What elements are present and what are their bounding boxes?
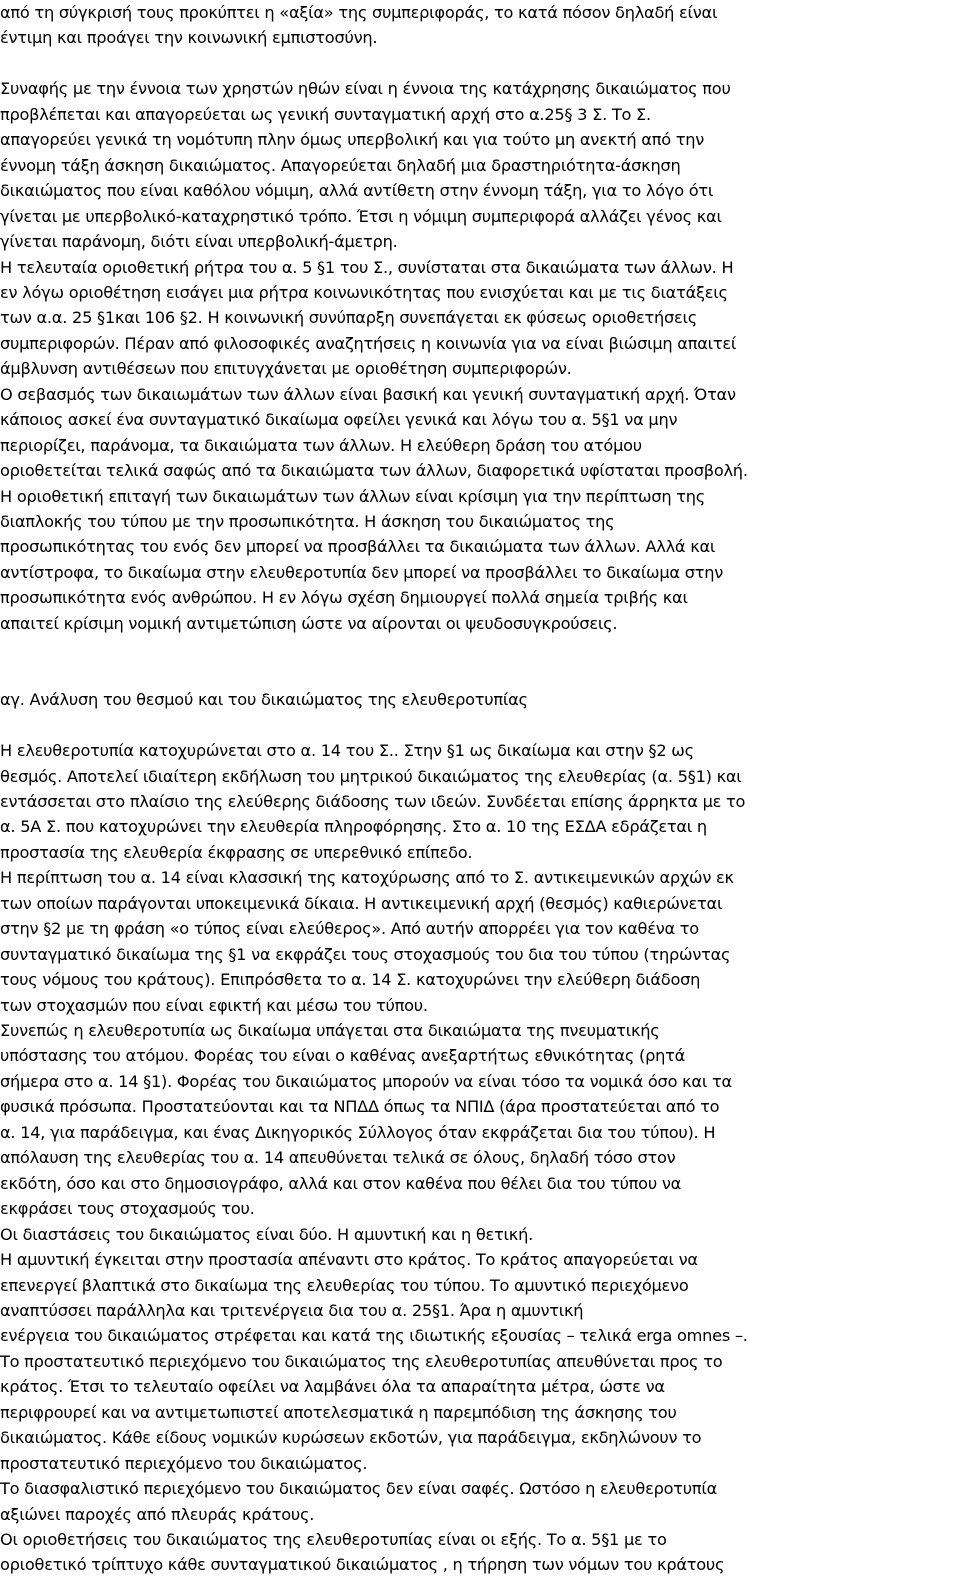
section-heading: αγ. Ανάλυση του θεσμού και του δικαιώματος της ελευθεροτυπίας: [0, 690, 528, 710]
text-line: κάποιος ασκεί ένα συνταγματικό δικαίωμα οφείλει γενικά και λόγω του α. 5§1 να μην: [0, 410, 678, 430]
text-line: των α.α. 25 §1και 106 §2. Η κοινωνική συνύπαρξη συνεπάγεται εκ φύσεως οριοθετήσεις: [0, 308, 698, 328]
text-line: διαπλοκής του τύπου με την προσωπικότητα. Η άσκηση του δικαιώματος της: [0, 512, 615, 531]
text-line: γίνεται παράνομη, διότι είναι υπερβολική-άμετρη.: [0, 232, 398, 252]
text-line: απαγορεύει γενικά τη νομότυπη πλην όμως υπερβολική και για τούτο μη ανεκτή από την: [0, 130, 705, 150]
text-line: απόλαυση της ελευθερίας του α. 14 απευθύνεται τελικά σε όλους, δηλαδή τόσο στον: [0, 1148, 676, 1168]
text-line: αξιώνει παροχές από πλευράς κράτους.: [0, 1504, 315, 1524]
text-line: των οποίων παράγονται υποκειμενικά δίκαια. Η αντικειμενική αρχή (θεσμός) καθιερώνεται: [0, 893, 723, 913]
text-line: σήμερα στο α. 14 §1). Φορέας του δικαιώματος μπορούν να είναι τόσο τα νομικά όσο και τα: [0, 1071, 732, 1091]
text-line: περιορίζει, παράνομα, τα δικαιώματα των άλλων. Η ελεύθερη δράση του ατόμου: [0, 435, 642, 455]
text-line: στην §2 με τη φράση «ο τύπος είναι ελεύθερος». Από αυτήν απορρέει για τον καθένα το: [0, 919, 699, 939]
text-line: προσωπικότητα ενός ανθρώπου. Η εν λόγω σχέση δημιουργεί πολλά σημεία τριβής και: [0, 588, 688, 608]
text-line: Το διασφαλιστικό περιεχόμενο του δικαιώματος δεν είναι σαφές. Ωστόσο η ελευθεροτυπία: [0, 1479, 718, 1499]
text-line: Ο σεβασμός των δικαιωμάτων των άλλων είναι βασική και γενική συνταγματική αρχή. Όταν: [0, 384, 736, 404]
text-line: περιφρουρεί και να αντιμετωπιστεί αποτελεσματικά η παρεμπόδιση της άσκησης του: [0, 1402, 677, 1422]
text-line: α. 14, για παράδειγμα, και ένας Δικηγορικός Σύλλογος όταν εκφράζεται δια του τύπου). Η: [0, 1122, 716, 1142]
text-line: εν λόγω οριοθέτηση εισάγει μια ρήτρα κοινωνικότητας που ενισχύεται και με τις διατάξεις: [0, 282, 728, 302]
text-line: απαιτεί κρίσιμη νομική αντιμετώπιση ώστε να αίρονται οι ψευδοσυγκρούσεις.: [0, 613, 618, 633]
text-line: αναπτύσσει παράλληλα και τριτενέργεια δια του α. 25§1. Άρα η αμυντική: [0, 1300, 584, 1320]
text-line: των στοχασμών που είναι εφικτή και μέσω του τύπου.: [0, 995, 428, 1015]
text-line: κράτος. Έτσι το τελευταίο οφείλει να λαμβάνει όλα τα απαραίτητα μέτρα, ώστε να: [0, 1377, 665, 1397]
text-line: άμβλυνση αντιθέσεων που επιτυγχάνεται με οριοθέτηση συμπεριφορών.: [0, 359, 572, 379]
text-line: εκφράσει τους στοχασμούς του.: [0, 1199, 255, 1219]
text-line: προσωπικότητας του ενός δεν μπορεί να προσβάλλει τα δικαιώματα των άλλων. Αλλά και: [0, 537, 716, 557]
text-line: εκδότη, όσο και στο δημοσιογράφο, αλλά και στον καθένα που θέλει δια του τύπου να: [0, 1173, 682, 1193]
text-line: Οι οριοθετήσεις του δικαιώματος της ελευθεροτυπίας είναι οι εξής. Το α. 5§1 με το: [0, 1530, 667, 1549]
text-line: Η οριοθετική επιταγή των δικαιωμάτων των άλλων είναι κρίσιμη για την περίπτωση της: [0, 486, 706, 506]
text-line: προστατευτικό περιεχόμενο του δικαιώματος.: [0, 1453, 368, 1473]
text-line: φυσικά πρόσωπα. Προστατεύονται και τα ΝΠΔΔ όπως τα ΝΠΙΔ (άρα προστατεύεται από το: [0, 1097, 720, 1117]
text-line: γίνεται με υπερβολικό-καταχρηστικό τρόπο. Έτσι η νόμιμη συμπεριφορά αλλάζει γένος και: [0, 206, 722, 226]
text-line: ενέργεια του δικαιώματος στρέφεται και κατά της ιδιωτικής εξουσίας – τελικά erga omnes –.: [0, 1326, 748, 1346]
text-line: Οι διαστάσεις του δικαιώματος είναι δύο. Η αμυντική και η θετική.: [0, 1224, 533, 1244]
text-line: Συναφής με την έννοια των χρηστών ηθών είναι η έννοια της κατάχρησης δικαιώματος που: [0, 79, 731, 99]
text-line: από τη σύγκρισή τους προκύπτει η «αξία» της συμπεριφοράς, το κατά πόσον δηλαδή είναι: [0, 3, 718, 22]
text-line: Συνεπώς η ελευθεροτυπία ως δικαίωμα υπάγεται στα δικαιώματα της πνευματικής: [0, 1021, 660, 1040]
text-line: έντιμη και προάγει την κοινωνική εμπιστοσύνη.: [0, 28, 378, 48]
text-line: Η τελευταία οριοθετική ρήτρα του α. 5 §1 του Σ., συνίσταται στα δικαιώματα των άλλων. Η: [0, 257, 734, 277]
text-line: θεσμός. Αποτελεί ιδιαίτερη εκδήλωση του μητρικού δικαιώματος της ελευθερίας (α. 5§1) και: [0, 766, 742, 786]
text-line: οριοθετικό τρίπτυχο κάθε συνταγματικού δικαιώματος , η τήρηση των νόμων του κράτους: [0, 1555, 725, 1575]
text-line: τους νόμους του κράτους). Επιπρόσθετα το α. 14 Σ. κατοχυρώνει την ελεύθερη διάδοση: [0, 970, 701, 990]
text-line: Η περίπτωση του α. 14 είναι κλασσική της κατοχύρωσης από το Σ. αντικειμενικών αρχών εκ: [0, 868, 734, 888]
text-line: έννομη τάξη άσκηση δικαιώματος. Απαγορεύεται δηλαδή μια δραστηριότητα-άσκηση: [0, 155, 681, 175]
text-line: Το προστατευτικό περιεχόμενο του δικαιώματος της ελευθεροτυπίας απευθύνεται προς το: [0, 1351, 723, 1371]
text-line: υπόστασης του ατόμου. Φορέας του είναι ο καθένας ανεξαρτήτως εθνικότητας (ρητά: [0, 1046, 686, 1066]
text-line: συνταγματικό δικαίωμα της §1 να εκφράζει τους στοχασμούς του δια του τύπου (τηρώντας: [0, 944, 731, 964]
text-line: εντάσσεται στο πλαίσιο της ελεύθερης διάδοσης των ιδεών. Συνδέεται επίσης άρρηκτα με το: [0, 791, 746, 811]
text-line: αντίστροφα, το δικαίωμα στην ελευθεροτυπία δεν μπορεί να προσβάλλει το δικαίωμα στην: [0, 562, 724, 582]
text-line: προστασία της ελευθερία έκφρασης σε υπερεθνικό επίπεδο.: [0, 842, 473, 862]
text-line: α. 5Α Σ. που κατοχυρώνει την ελευθερία πληροφόρησης. Στο α. 10 της ΕΣΔΑ εδράζεται η: [0, 817, 707, 837]
text-line: Η αμυντική έγκειται στην προστασία απέναντι στο κράτος. Το κράτος απαγορεύεται να: [0, 1250, 698, 1270]
text-line: δικαιώματος. Κάθε είδους νομικών κυρώσεων εκδοτών, για παράδειγμα, εκδηλώνουν το: [0, 1428, 702, 1448]
text-line: προβλέπεται και απαγορεύεται ως γενική συνταγματική αρχή στο α.25§ 3 Σ. Το Σ.: [0, 104, 651, 124]
text-line: συμπεριφορών. Πέραν από φιλοσοφικές αναζητήσεις η κοινωνία για να είναι βιώσιμη απαιτεί: [0, 333, 737, 353]
text-line: οριοθετείται τελικά σαφώς από τα δικαιώματα των άλλων, διαφορετικά υφίσταται προσβολή.: [0, 461, 748, 481]
text-line: επενεργεί βλαπτικά στο δικαίωμα της ελευθερίας του τύπου. Το αμυντικό περιεχόμενο: [0, 1275, 689, 1295]
text-line: Η ελευθεροτυπία κατοχυρώνεται στο α. 14 του Σ.. Στην §1 ως δικαίωμα και στην §2 ως: [0, 741, 694, 761]
text-line: δικαιώματος που είναι καθόλου νόμιμη, αλλά αντίθετη στην έννομη τάξη, για το λόγο ότι: [0, 181, 714, 201]
